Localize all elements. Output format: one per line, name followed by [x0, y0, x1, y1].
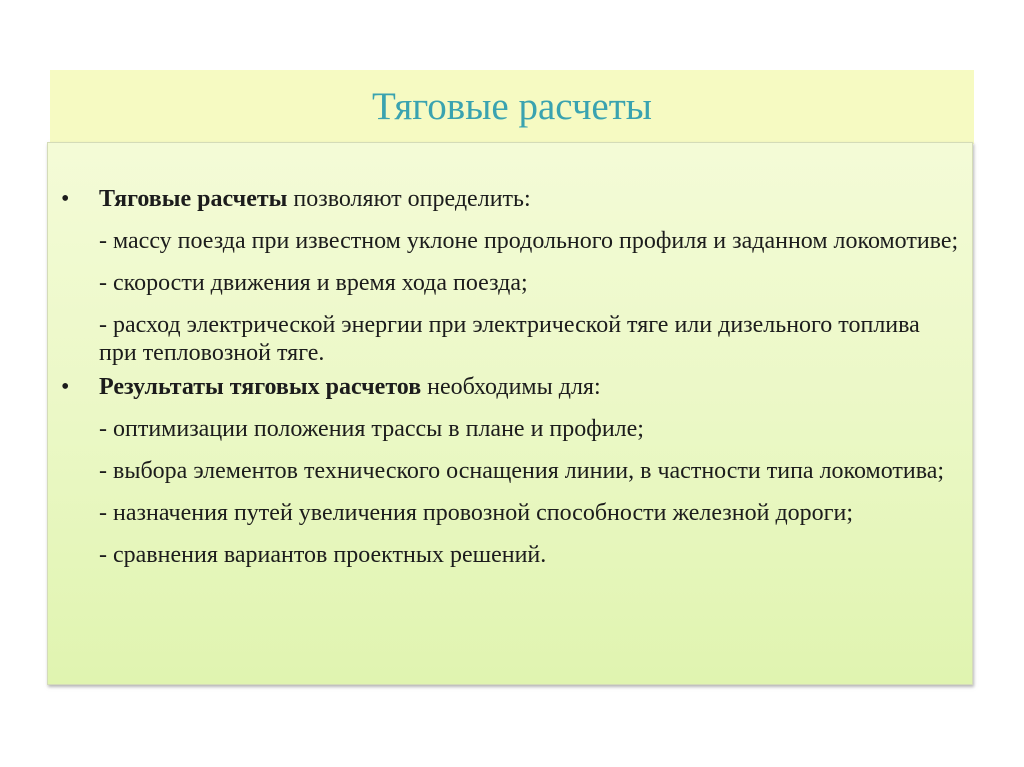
bullet-dot: • [61, 186, 70, 212]
sub-item: - выбора элементов технического оснащения линии, в частности типа локомотива; [99, 458, 945, 484]
slide-title: Тяговые расчеты [372, 85, 652, 128]
sub-item: - оптимизации положения трассы в плане и профиле; [99, 416, 644, 442]
bullet-dot: • [61, 374, 70, 400]
bullet-item [61, 182, 959, 216]
sub-item: - массу поезда при известном уклоне продольного профиля и заданном локомотиве; [99, 228, 959, 254]
bullet-item [61, 370, 959, 404]
bullet-heading: Результаты тяговых расчетов [99, 374, 422, 400]
sub-item: - скорости движения и время хода поезда; [99, 270, 528, 296]
sub-item: - назначения путей увеличения провозной способности железной дороги; [99, 500, 854, 526]
bullet-text: позволяют определить: [287, 186, 531, 212]
content-text [61, 182, 959, 572]
sub-item: - сравнения вариантов проектных решений. [99, 542, 547, 568]
bullet-heading: Тяговые расчеты [99, 186, 288, 212]
sub-item: - расход электрической энергии при электрической тяге или дизельного топлива при тепловозной тяге. [99, 312, 920, 366]
bullet-text: необходимы для: [421, 374, 601, 400]
